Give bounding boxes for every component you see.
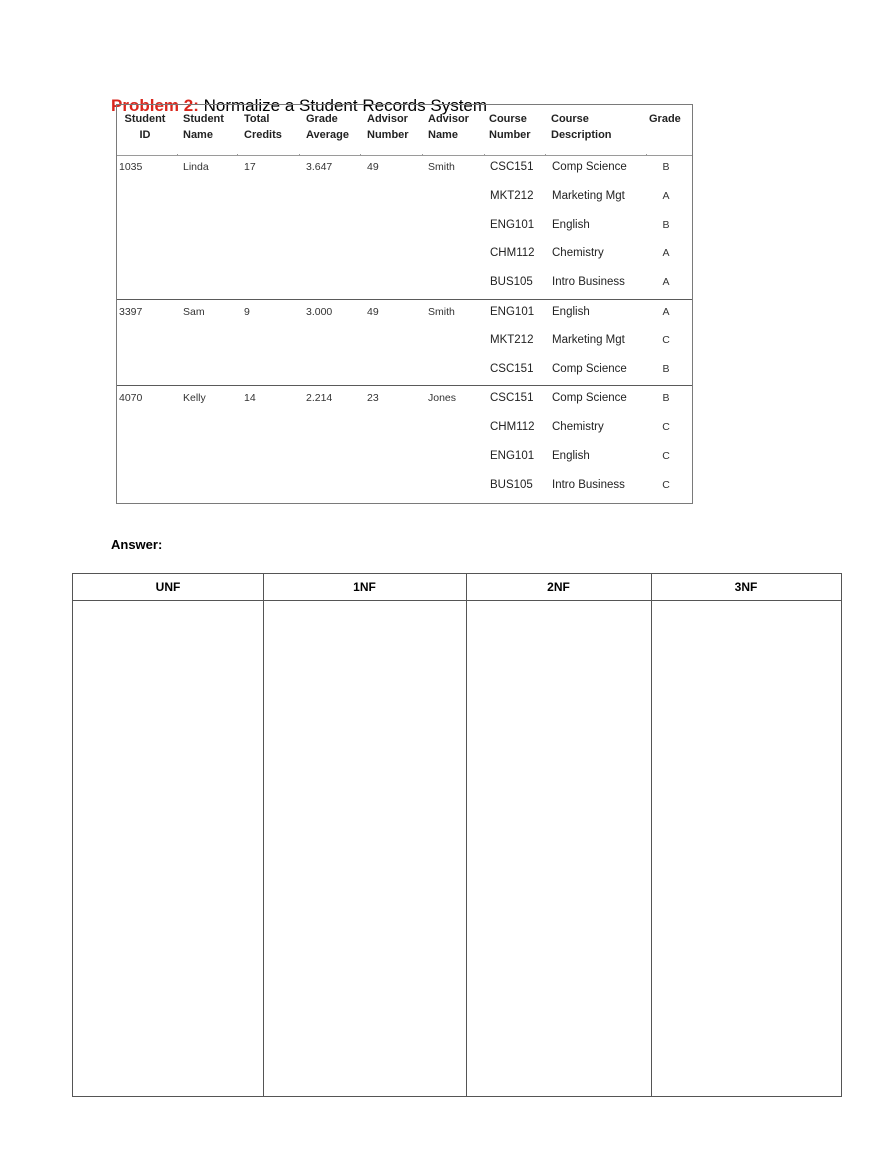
hdr-student-id [123,111,167,143]
course-grade: B [662,363,670,376]
student-credits: 14 [244,392,256,405]
answer-cell-unf[interactable] [73,601,263,1096]
column-tick [545,154,546,156]
course-number: CHM112 [490,421,535,434]
course-description: Marketing Mgt [552,334,625,347]
course-grade: C [662,421,670,434]
course-description: Intro Business [552,276,625,289]
student-name: Linda [183,161,209,173]
course-description: Intro Business [552,478,625,491]
course-description: Chemistry [552,247,604,260]
course-number: ENG101 [490,305,535,318]
answer-column-3nf: 3NF [734,580,758,594]
student-group-divider [117,299,692,300]
hdr-student-name [183,111,227,143]
student-gpa: 3.000 [306,305,333,318]
answer-column-2nf: 2NF [547,580,570,594]
hdr-advisor-number [367,111,415,143]
student-credits: 17 [244,161,256,173]
answer-cell-2nf[interactable] [466,601,651,1096]
header-line: Total [244,113,270,125]
hdr-grade [649,111,685,143]
course-number: CSC151 [490,161,534,173]
course-grade: A [662,276,670,289]
course-number: BUS105 [490,478,533,491]
student-advisor-number: 49 [367,161,379,173]
course-grade: C [662,478,670,491]
header-line: Name [183,129,213,141]
course-number: ENG101 [490,218,535,231]
header-line: Credits [244,129,282,141]
student-gpa: 3.647 [306,161,333,173]
answer-column-1nf: 1NF [353,580,376,594]
course-number: CSC151 [490,392,534,405]
column-tick [177,154,178,156]
header-line: Average [306,129,350,141]
course-number: MKT212 [490,189,534,202]
student-group-divider [117,385,692,386]
answer-label: Answer: [111,537,163,552]
column-tick [422,154,423,156]
student-advisor-name: Smith [428,305,455,318]
hdr-total-credits [244,111,288,143]
header-line: Advisor [428,113,469,125]
student-id: 3397 [119,305,143,318]
header-line: Grade [649,113,681,125]
column-tick [646,154,647,156]
course-grade: B [662,218,670,231]
header-line: Number [367,129,409,141]
header-line: ID [139,129,151,141]
student-name: Sam [183,305,205,318]
course-grade: B [662,392,670,405]
header-line: Grade [306,113,338,125]
header-line: Student [183,113,224,125]
header-divider [117,155,692,156]
normalization-answer-table [72,573,842,1097]
student-advisor-name: Jones [428,392,457,405]
course-grade: C [662,334,670,347]
course-grade: A [662,189,670,202]
answer-cell-3nf[interactable] [651,601,841,1096]
student-credits: 9 [244,305,250,318]
column-tick [299,154,300,156]
answer-column-unf: UNF [155,580,181,594]
answer-cell-1nf[interactable] [263,601,466,1096]
header-line: Student [124,113,166,125]
header-line: Name [428,129,458,141]
header-line: Course [551,113,589,125]
column-tick [237,154,238,156]
course-grade: A [662,247,670,260]
course-grade: B [662,161,670,173]
column-tick [360,154,361,156]
course-description: Comp Science [552,161,627,173]
student-advisor-number: 23 [367,392,379,405]
student-id: 4070 [119,392,143,405]
student-advisor-name: Smith [428,161,455,173]
hdr-course-number [489,111,537,143]
course-description: Marketing Mgt [552,189,625,202]
course-number: MKT212 [490,334,534,347]
student-records-table [116,104,693,504]
column-tick [484,154,485,156]
student-gpa: 2.214 [306,392,333,405]
course-description: Comp Science [552,392,627,405]
header-line: Number [489,129,531,141]
course-description: Chemistry [552,421,604,434]
course-description: English [552,305,590,318]
hdr-grade-average [306,111,354,143]
student-name: Kelly [183,392,206,405]
hdr-advisor-name [428,111,472,143]
course-description: English [552,218,590,231]
problem-label: Problem 2: [111,96,199,115]
hdr-course-description [551,111,621,143]
student-advisor-number: 49 [367,305,379,318]
student-id: 1035 [119,161,143,173]
course-number: BUS105 [490,276,533,289]
problem-heading: Normalize a Student Records System [203,96,488,115]
header-line: Description [551,129,612,141]
header-line [649,127,685,143]
course-number: CSC151 [490,363,534,376]
header-line: Advisor [367,113,408,125]
header-line: Course [489,113,527,125]
course-grade: A [662,305,670,318]
course-grade: C [662,450,670,462]
course-number: CHM112 [490,247,535,260]
course-description: English [552,450,590,462]
course-description: Comp Science [552,363,627,376]
course-number: ENG101 [490,450,535,462]
